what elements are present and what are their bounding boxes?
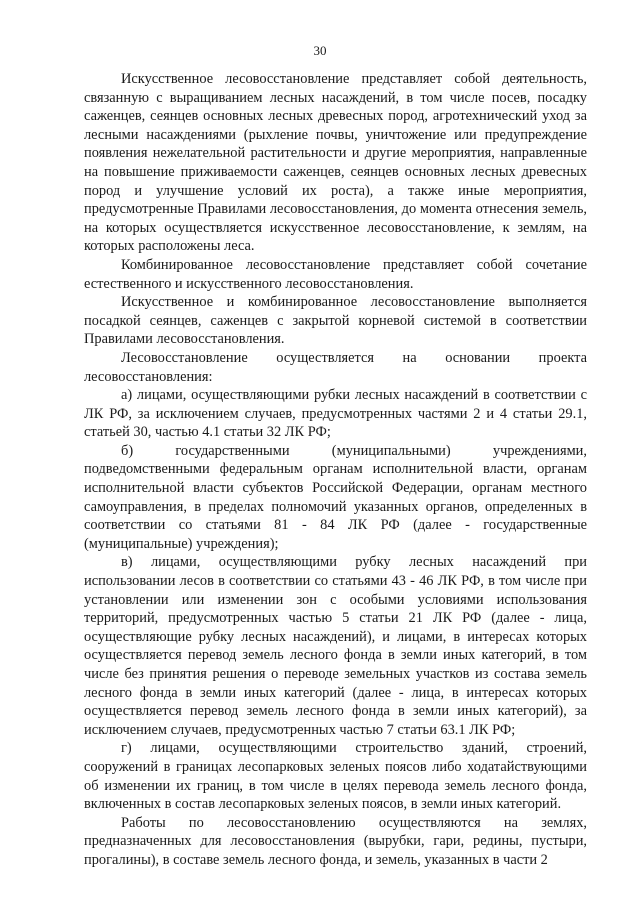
list-item-a: а) лицами, осуществляющими рубки лесных насаждений в соответствии с ЛК РФ, за исключением случаев, предусмотренных частями 2 и 4 статьи 29.1, статьей 30, частью 4.1 статьи 32 ЛК РФ; [84, 387, 587, 441]
paragraph-planting-method: Искусственное и комбинированное лесовосстановление выполняется посадкой сеянцев, саженцев с закрытой корневой системой в соответствии Правилами лесовосстановления. [84, 294, 587, 348]
paragraph-project-basis: Лесовосстановление осуществляется на основании проекта лесовосстановления: [84, 349, 587, 385]
body-text [84, 70, 587, 870]
list-item-g: г) лицами, осуществляющими строительство зданий, строений, сооружений в границах лесопарковых зеленых поясов либо ходатайствующими об изменении их границ, в том числе в целях перевода земель лесного фонда, включенных в состав лесопарковых зеленых поясов, в земли иных категорий. [84, 740, 587, 813]
page-number: 30 [313, 43, 327, 58]
paragraph-artificial-reforestation: Искусственное лесовосстановление представляет собой деятельность, связанную с выращиванием лесных насаждений, в том числе посев, посадку саженцев, сеянцев основных лесных древесных пород, агротехнический уход за лесными насаждениями (рыхление почвы, уничтожение или предупреждение появления нежелательной растительности и другие мероприятия, направленные на повышение приживаемости саженцев, сеянцев основных лесных древесных пород и улучшение условий их роста), а также иные мероприятия, предусмотренные Правилами лесовосстановления, до момента отнесения земель, на которых осуществляется искусственное лесовосстановление, к землям, на которых расположены леса. [84, 71, 587, 255]
paragraph-reforestation-lands: Работы по лесовосстановлению осуществляются на землях, предназначенных для лесовосстановления (вырубки, гари, редины, пустыри, прогалины), в составе земель лесного фонда, и земель, указанных в части 2 [84, 814, 587, 868]
paragraph-combined-reforestation: Комбинированное лесовосстановление представляет собой сочетание естественного и искусственного лесовосстановления. [84, 256, 587, 292]
list-item-b: б) государственными (муниципальными) учреждениями, подведомственными федеральным органам исполнительной власти, органам исполнительной власти субъектов Российской Федерации, органам местного самоуправления, в пределах полномочий указанных органов, определенных в соответствии со статьями 81 - 84 ЛК РФ (далее - государственные (муниципальные) учреждения); [84, 442, 587, 552]
list-item-v: в) лицами, осуществляющими рубку лесных насаждений при использовании лесов в соответствии со статьями 43 - 46 ЛК РФ, в том числе при установлении или изменении зон с особыми условиями использования территорий, предусмотренных частью 5 статьи 21 ЛК РФ (далее - лица, осуществляющие рубку лесных насаждений), и лицами, в интересах которых осуществляется перевод земель лесного фонда в земли иных категорий, в том числе без принятия решения о переводе земельных участков из состава земель лесного фонда в земли иных категорий (далее - лица, в интересах которых осуществляется перевод земель лесного фонда в земли иных категорий), за исключением случаев, предусмотренных частью 7 статьи 63.1 ЛК РФ; [84, 554, 587, 738]
